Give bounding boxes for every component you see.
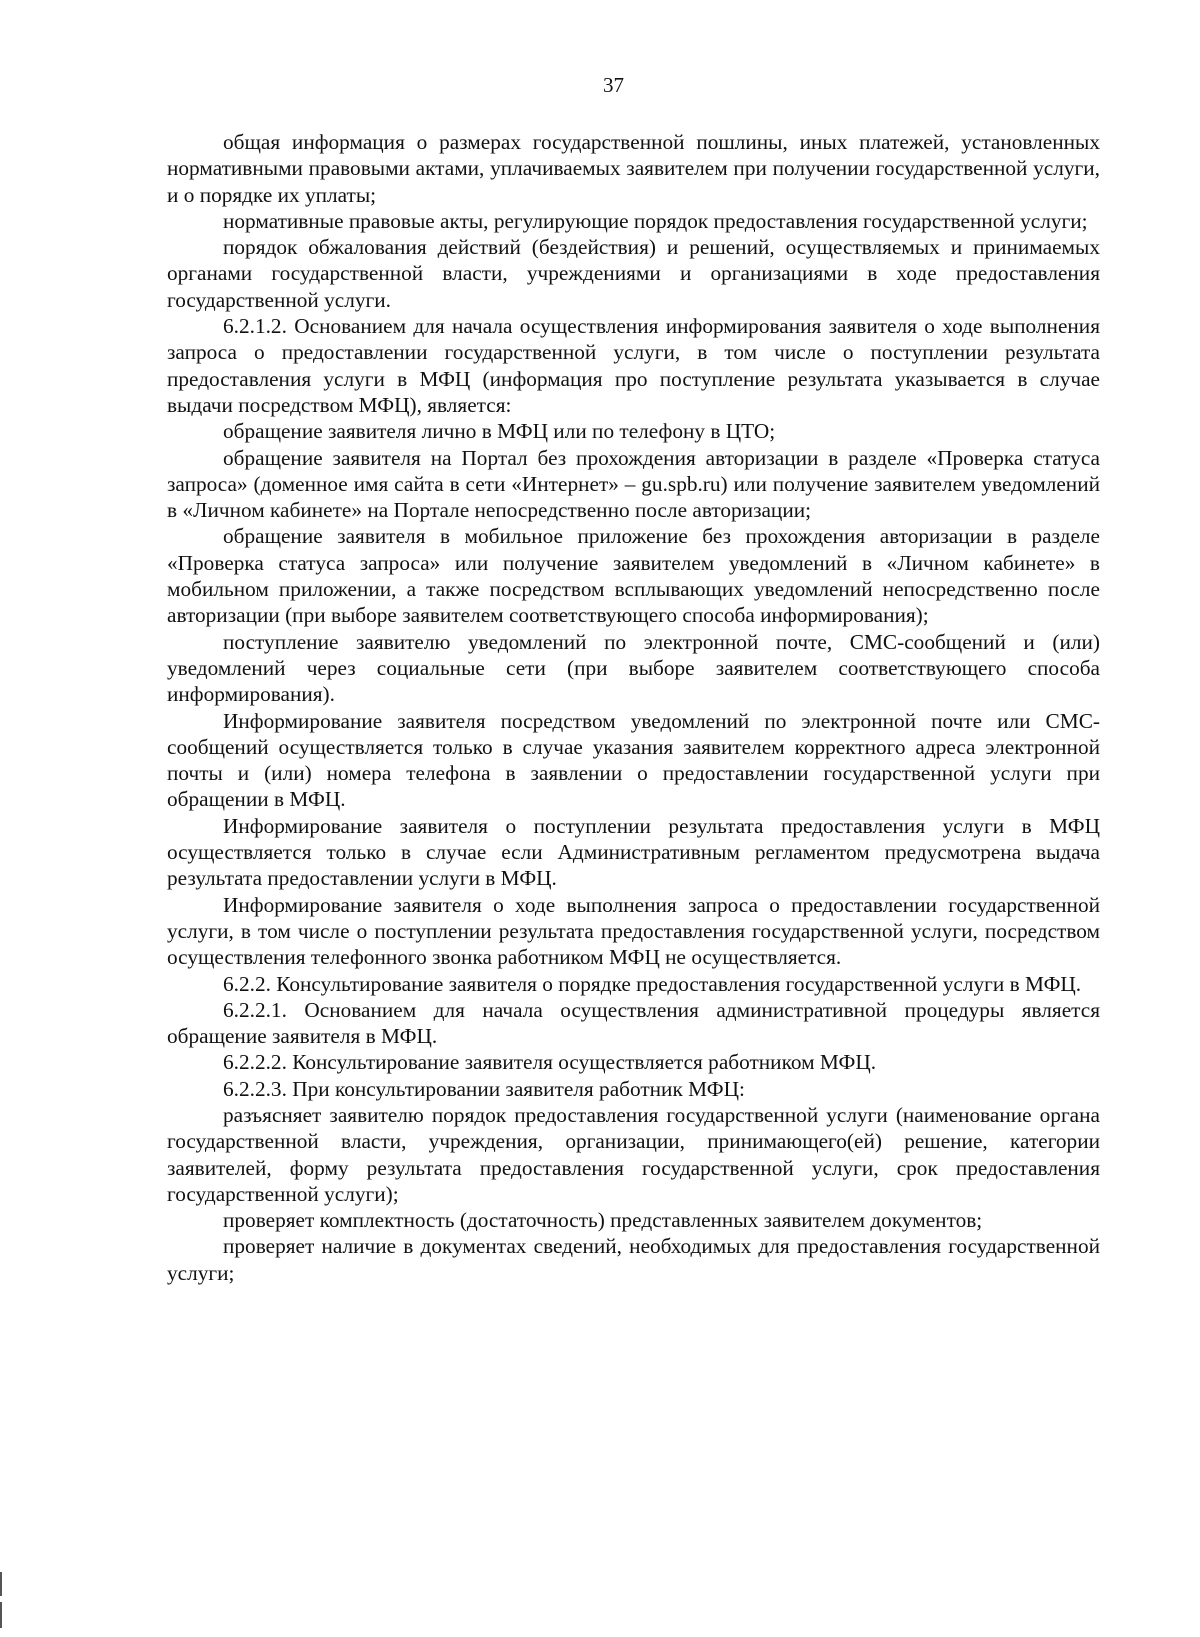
- paragraph-6-2-2-3: 6.2.2.3. При консультировании заявителя работник МФЦ:: [223, 1076, 745, 1101]
- paragraph-mobile-app-request: обращение заявителя в мобильное приложение без прохождения авторизации в разделе «Проверка статуса запроса» или получение заявителем уведомлений в «Личном кабинете» в мобильном приложении, а также посредством всплывающих уведомлений непосредственно после авторизации (при выборе заявителем соответствующего способа информирования);: [167, 524, 1100, 628]
- paragraph-result-info: Информирование заявителя о поступлении результата предоставления услуги в МФЦ осуществляется только в случае если Административным регламентом предусмотрена выдача результата предоставлении услуги в МФЦ.: [167, 813, 1100, 891]
- paragraph-legal-acts: нормативные правовые акты, регулирующие порядок предоставления государственной услуги;: [223, 208, 1088, 233]
- paragraph-6-2-2: 6.2.2. Консультирование заявителя о порядке предоставления государственной услуги в МФЦ.: [223, 971, 1082, 996]
- paragraph-no-phone-call: Информирование заявителя о ходе выполнения запроса о предоставлении государственной услуги, в том числе о поступлении результата предоставления государственной услуги, посредством осуществления телефонного звонка работником МФЦ не осуществляется.: [167, 892, 1100, 970]
- paragraph-personal-request: обращение заявителя лично в МФЦ или по телефону в ЦТО;: [223, 419, 776, 444]
- scan-edge-mark: [0, 1572, 2, 1596]
- paragraph-checks-information: проверяет наличие в документах сведений, необходимых для предоставления государственной услуги;: [167, 1234, 1100, 1285]
- page-number: 37: [603, 73, 624, 97]
- document-body: [167, 129, 1100, 1286]
- paragraph-6-2-1-2: 6.2.1.2. Основанием для начала осуществления информирования заявителя о ходе выполнения запроса о предоставлении государственной услуги, в том числе о поступлении результата предоставления услуги в МФЦ (информация про поступление результата указывается в случае выдачи посредством МФЦ), является:: [167, 314, 1100, 417]
- paragraph-portal-request: обращение заявителя на Портал без прохождения авторизации в разделе «Проверка статуса запроса» (доменное имя сайта в сети «Интернет» – gu.spb.ru) или получение заявителем уведомлений в «Личном кабинете» на Портале непосредственно после авторизации;: [167, 445, 1100, 523]
- scan-edge-mark: [0, 1602, 2, 1628]
- paragraph-fees-info: общая информация о размерах государственной пошлины, иных платежей, установленных нормативными правовыми актами, уплачиваемых заявителем при получении государственной услуги, и о порядке их уплаты;: [167, 130, 1100, 207]
- paragraph-6-2-2-1: 6.2.2.1. Основанием для начала осуществления административной процедуры является обращение заявителя в МФЦ.: [167, 997, 1100, 1049]
- paragraph-explains-procedure: разъясняет заявителю порядок предоставления государственной услуги (наименование органа государственной власти, учреждения, организации, принимающего(ей) решение, категории заявителей, форму результата предоставления государственной услуги, срок предоставления государственной услуги);: [167, 1102, 1100, 1206]
- paragraph-notifications: поступление заявителю уведомлений по электронной почте, СМС-сообщений и (или) уведомлений через социальные сети (при выборе заявителем соответствующего способа информирования).: [167, 629, 1100, 707]
- paragraph-appeal-procedure: порядок обжалования действий (бездействия) и решений, осуществляемых и принимаемых органами государственной власти, учреждениями и организациями в ходе предоставления государственной услуги.: [167, 235, 1100, 312]
- paragraph-checks-completeness: проверяет комплектность (достаточность) представленных заявителем документов;: [223, 1208, 983, 1233]
- paragraph-email-sms-info: Информирование заявителя посредством уведомлений по электронной почте или СМС-сообщений осуществляется только в случае указания заявителем корректного адреса электронной почты и (или) номера телефона в заявлении о предоставлении государственной услуги при обращении в МФЦ.: [167, 708, 1100, 812]
- paragraph-6-2-2-2: 6.2.2.2. Консультирование заявителя осуществляется работником МФЦ.: [223, 1050, 877, 1075]
